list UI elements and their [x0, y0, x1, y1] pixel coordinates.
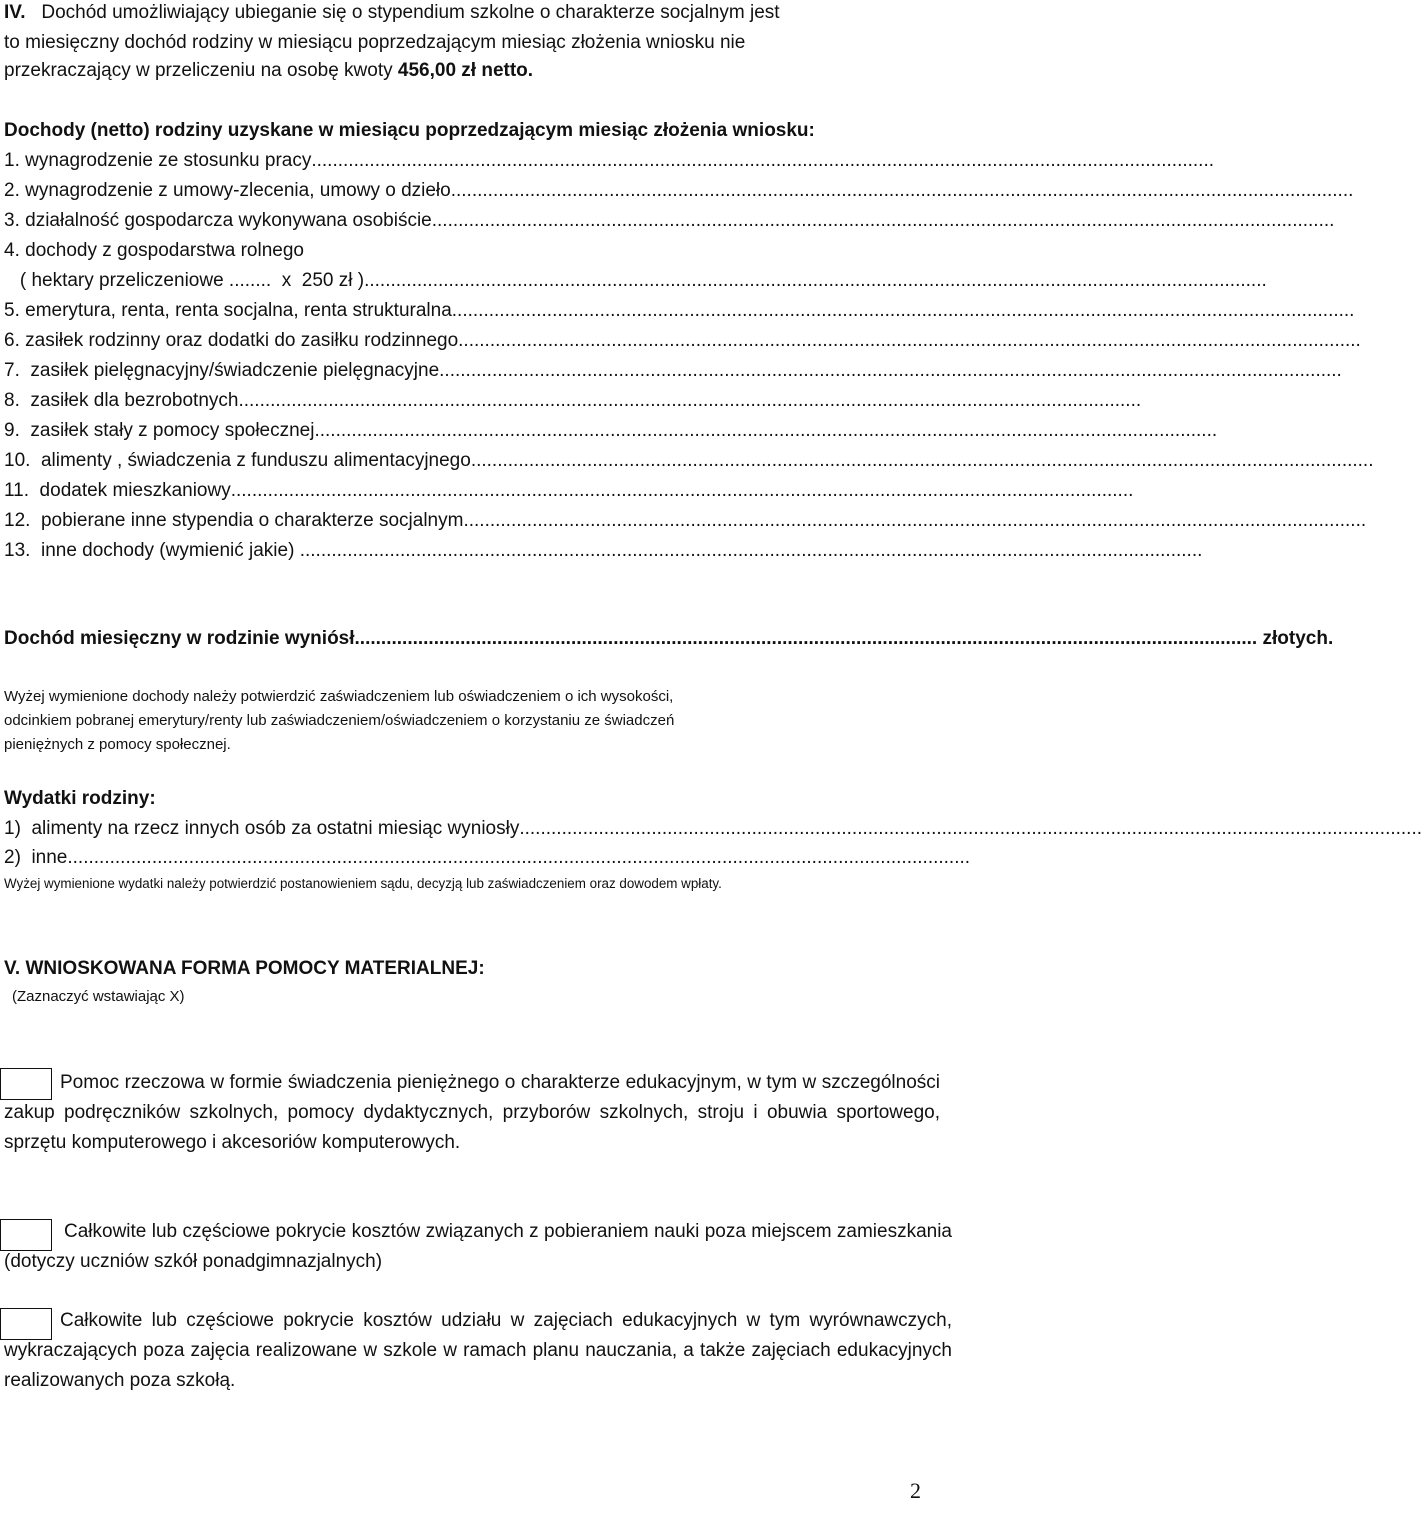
- income-item-dots: ...........................................................................................................................................................................: [470, 450, 1374, 471]
- income-item-label: 8. zasiłek dla bezrobotnych: [4, 390, 239, 411]
- income-item-label: 5. emerytura, renta, renta socjalna, renta strukturalna: [4, 300, 452, 321]
- option-2-text: [4, 1217, 952, 1277]
- income-item: [4, 446, 1374, 476]
- total-suffix: złotych.: [1257, 628, 1334, 649]
- income-item: [4, 236, 948, 266]
- income-item-label: 4. dochody z gospodarstwa rolnego: [4, 240, 304, 261]
- income-item: [4, 536, 1203, 566]
- income-note-line-2: odcinkiem pobranej emerytury/renty lub zaświadczeniem/oświadczeniem o korzystaniu ze świadczeń: [4, 712, 675, 729]
- income-item-dots: ...........................................................................................................................................................................: [463, 510, 1367, 531]
- income-item: [4, 146, 1215, 176]
- intro-text-1: Dochód umożliwiający ubieganie się o stypendium szkolne o charakterze socjalnym jest: [41, 2, 780, 23]
- income-item-dots: ...........................................................................................................................................................................: [450, 180, 1354, 201]
- expense-alimony-label: 1) alimenty na rzecz innych osób za ostatni miesiąc wyniosły: [4, 818, 520, 839]
- intro-line-3: [4, 56, 533, 86]
- income-item-dots: ...........................................................................................................................................................................: [451, 300, 1355, 321]
- income-item-label: 13. inne dochody (wymienić jakie): [4, 540, 300, 561]
- income-item-label: 6. zasiłek rodzinny oraz dodatki do zasiłku rodzinnego: [4, 330, 459, 351]
- income-heading: Dochody (netto) rodziny uzyskane w miesiącu poprzedzającym miesiąc złożenia wniosku:: [4, 120, 815, 141]
- income-item-dots: ...........................................................................................................................................................................: [364, 270, 1267, 291]
- income-note-line-1: Wyżej wymienione dochody należy potwierdzić zaświadczeniem lub oświadczeniem o ich wysokości,: [4, 688, 674, 705]
- intro-line-2: to miesięczny dochód rodziny w miesiącu poprzedzającym miesiąc złożenia wniosku nie: [4, 32, 746, 53]
- income-item-label: 11. dodatek mieszkaniowy: [4, 480, 231, 501]
- page-number: 2: [910, 1478, 921, 1503]
- income-item: [4, 356, 1342, 386]
- income-item-label: 3. działalność gospodarcza wykonywana osobiście: [4, 210, 432, 231]
- income-item: [4, 476, 1134, 506]
- intro-line-1: [4, 0, 924, 28]
- income-item: [4, 206, 1335, 236]
- expense-other: [4, 843, 971, 873]
- expense-alimony: [4, 814, 1422, 844]
- income-item: [4, 416, 1218, 446]
- option-1-text: [4, 1068, 940, 1158]
- income-item: [4, 506, 1367, 536]
- income-item-dots: ...........................................................................................................................................................................: [238, 390, 1142, 411]
- income-item-dots: ...........................................................................................................................................................................: [439, 360, 1342, 381]
- income-item-label: 9. zasiłek stały z pomocy społecznej: [4, 420, 315, 441]
- expenses-note: Wyżej wymienione wydatki należy potwierdzić postanowieniem sądu, decyzją lub zaświadczeniem oraz dowodem wpłaty.: [4, 876, 722, 891]
- income-item-dots: ...........................................................................................................................................................................: [431, 210, 1335, 231]
- income-item: [4, 326, 1361, 356]
- income-item-label: 1. wynagrodzenie ze stosunku pracy: [4, 150, 312, 171]
- total-label: Dochód miesięczny w rodzinie wyniósł: [4, 628, 355, 649]
- expense-alimony-dots: ...........................................................................................................................................................................: [519, 818, 1422, 839]
- option-1-label: Pomoc rzeczowa w formie świadczenia pieniężnego o charakterze edukacyjnym, w tym w szczególności zakup podręczników szkolnych, pomocy dydaktycznych, przyborów szkolnych, stroju i obuwia sportowego, sprzętu komputerowego i akcesoriów komputerowych.: [4, 1072, 940, 1153]
- monthly-income-total: [4, 624, 1334, 654]
- option-2-label: Całkowite lub częściowe pokrycie kosztów związanych z pobieraniem nauki poza miejscem zamieszkania (dotyczy uczniów szkół ponadgimnazjalnych): [4, 1221, 952, 1272]
- income-item: [4, 296, 1355, 326]
- expense-other-dots: ...........................................................................................................................................................................: [67, 847, 971, 868]
- income-item-dots: ...........................................................................................................................................................................: [314, 420, 1218, 441]
- income-threshold: 456,00 zł netto.: [397, 60, 534, 81]
- income-item-dots: ...........................................................................................................................................................................: [458, 330, 1361, 351]
- section-v-heading: V. WNIOSKOWANA FORMA POMOCY MATERIALNEJ:: [4, 958, 485, 979]
- section-v-subheading: (Zaznaczyć wstawiając X): [12, 988, 185, 1005]
- income-item-label: ( hektary przeliczeniowe ........ x 250 zł ): [4, 270, 365, 291]
- income-item-dots: ...........................................................................................................................................................................: [299, 540, 1203, 561]
- income-item: [4, 176, 1354, 206]
- total-dots: ...........................................................................................................................................................................: [354, 628, 1258, 649]
- expenses-heading: Wydatki rodziny:: [4, 788, 156, 809]
- income-item-label: 10. alimenty , świadczenia z funduszu alimentacyjnego: [4, 450, 471, 471]
- expense-other-label: 2) inne: [4, 847, 68, 868]
- option-3-label: Całkowite lub częściowe pokrycie kosztów udziału w zajęciach edukacyjnych w tym wyrównawczych, wykraczających poza zajęcia realizowane w szkole w ramach planu nauczania, a także zajęciach edukacyjnych realizowanych poza szkołą.: [4, 1310, 952, 1391]
- income-item-label: 7. zasiłek pielęgnacyjny/świadczenie pielęgnacyjne: [4, 360, 440, 381]
- income-item: [4, 266, 1267, 296]
- income-item: [4, 386, 1142, 416]
- income-note-line-3: pieniężnych z pomocy społecznej.: [4, 736, 231, 753]
- income-item-label: 12. pobierane inne stypendia o charakterze socjalnym: [4, 510, 464, 531]
- income-item-label: 2. wynagrodzenie z umowy-zlecenia, umowy o dzieło: [4, 180, 451, 201]
- intro-text-3: przekraczający w przeliczeniu na osobę kwoty: [4, 60, 398, 81]
- income-item-dots: ...........................................................................................................................................................................: [311, 150, 1215, 171]
- section-iv-number: IV.: [4, 2, 26, 23]
- option-3-text: [4, 1306, 952, 1396]
- income-item-dots: ...........................................................................................................................................................................: [230, 480, 1134, 501]
